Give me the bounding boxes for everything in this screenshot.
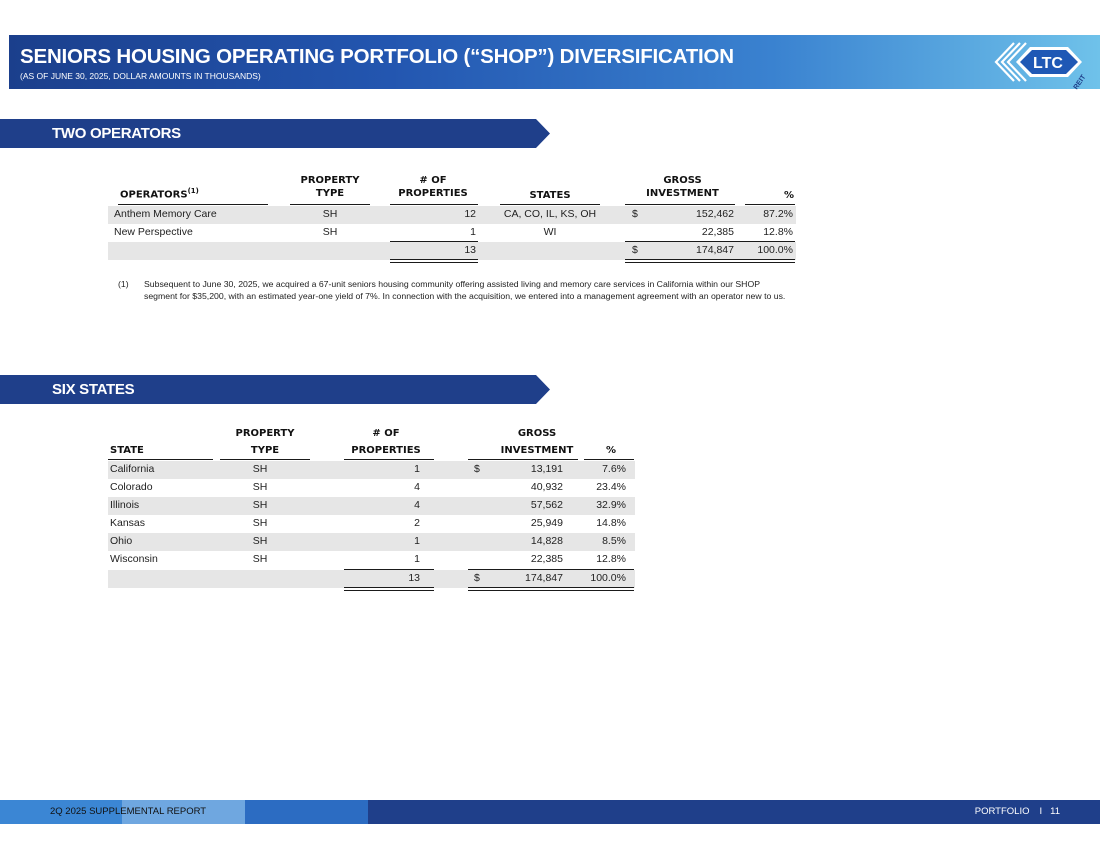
section-banner-states (0, 375, 552, 404)
total-percent: 100.0% (590, 572, 626, 584)
state-name: Ohio (110, 535, 133, 547)
table-row (108, 515, 635, 533)
col-header-property-type: PROPERTY TYPE (300, 175, 360, 199)
svg-text:REIT: REIT (1072, 73, 1088, 91)
footnote-number: (1) (118, 279, 129, 289)
dollar-sign: $ (632, 244, 638, 256)
table-row (108, 206, 796, 224)
state-name: Colorado (110, 481, 153, 493)
percent: 23.4% (596, 481, 626, 493)
col-header-property-type: PROPERTY TYPE (235, 428, 295, 456)
table-row (108, 461, 635, 479)
svg-text:LTC: LTC (1033, 55, 1063, 72)
footnote-text: Subsequent to June 30, 2025, we acquired a 67-unit seniors housing community offering assisted living and memory care services in California within our SHOP segment for $35,200, with an estimated year-one yield of 7%. In connection with the acquisition, we entered into a management agreement with an operator new to us. (144, 279, 786, 301)
table-row (108, 497, 635, 515)
percent: 12.8% (763, 226, 793, 238)
table-row (108, 479, 635, 497)
col-header-properties: # OF PROPERTIES (398, 175, 468, 199)
states: CA, CO, IL, KS, OH (503, 208, 597, 220)
percent: 14.8% (596, 517, 626, 529)
property-type: SH (252, 517, 268, 529)
footer-bar (0, 800, 1100, 824)
section-banner-operators (0, 119, 552, 148)
property-type: SH (252, 535, 268, 547)
section-name: PORTFOLIO (974, 806, 1030, 817)
section-title: TWO OPERATORS (52, 125, 181, 142)
table-row (108, 551, 635, 569)
table-row-total (108, 570, 635, 588)
table-row-total (108, 242, 796, 260)
state-name: California (110, 463, 155, 475)
col-header-properties: # OF PROPERTIES (351, 428, 421, 456)
percent: 32.9% (596, 499, 626, 511)
operator-name: New Perspective (114, 226, 193, 238)
state-name: Illinois (110, 499, 140, 511)
gross-investment: 57,562 (530, 499, 563, 511)
property-count: 2 (414, 517, 420, 529)
property-type: SH (322, 226, 338, 238)
percent: 7.6% (602, 463, 626, 475)
page-number: 11 (1050, 806, 1060, 817)
ltc-reit-logo (992, 35, 1092, 93)
page-subtitle: (AS OF JUNE 30, 2025, DOLLAR AMOUNTS IN THOUSANDS) (20, 71, 261, 81)
page-indicator: PORTFOLIO I 11 (974, 806, 1060, 817)
gross-investment: 40,932 (530, 481, 563, 493)
gross-investment: 25,949 (530, 517, 563, 529)
states: WI (543, 226, 557, 238)
percent: 12.8% (596, 553, 626, 565)
property-count: 12 (464, 208, 476, 220)
property-count: 1 (414, 535, 420, 547)
property-type: SH (252, 463, 268, 475)
operator-name: Anthem Memory Care (114, 208, 217, 220)
gross-investment: 22,385 (530, 553, 563, 565)
gross-investment: 152,462 (696, 208, 734, 220)
property-type: SH (252, 553, 268, 565)
total-investment: 174,847 (525, 572, 563, 584)
col-header-state: STATE (110, 445, 144, 456)
page-title: SENIORS HOUSING OPERATING PORTFOLIO (“SHOP”) DIVERSIFICATION (20, 45, 734, 68)
section-title: SIX STATES (52, 381, 135, 398)
col-header-pct: % (783, 190, 794, 201)
total-percent: 100.0% (757, 244, 793, 256)
property-count: 4 (414, 481, 420, 493)
total-properties: 13 (408, 572, 420, 584)
table-row (108, 533, 635, 551)
header-banner (9, 35, 1100, 89)
dollar-sign: $ (474, 463, 480, 475)
state-name: Wisconsin (110, 553, 158, 565)
property-type: SH (322, 208, 338, 220)
property-count: 4 (414, 499, 420, 511)
gross-investment: 14,828 (530, 535, 563, 547)
total-properties: 13 (464, 244, 476, 256)
gross-investment: 13,191 (530, 463, 563, 475)
col-header-operators: OPERATORS$^{(1)}$ (120, 187, 199, 201)
percent: 8.5% (602, 535, 626, 547)
dollar-sign: $ (632, 208, 638, 220)
gross-investment: 22,385 (701, 226, 734, 238)
col-header-gross-investment: GROSS INVESTMENT (646, 175, 719, 199)
total-investment: 174,847 (696, 244, 734, 256)
property-count: 1 (414, 553, 420, 565)
percent: 87.2% (763, 208, 793, 220)
col-header-gross-investment: GROSS INVESTMENT (500, 428, 574, 456)
state-name: Kansas (110, 517, 146, 529)
table-row (108, 224, 796, 242)
col-header-pct: % (605, 445, 616, 456)
property-count: 1 (470, 226, 476, 238)
property-count: 1 (414, 463, 420, 475)
col-header-states: STATES (529, 190, 571, 201)
report-name: 2Q 2025 SUPPLEMENTAL REPORT (50, 806, 207, 817)
property-type: SH (252, 499, 268, 511)
dollar-sign: $ (474, 572, 480, 584)
property-type: SH (252, 481, 268, 493)
